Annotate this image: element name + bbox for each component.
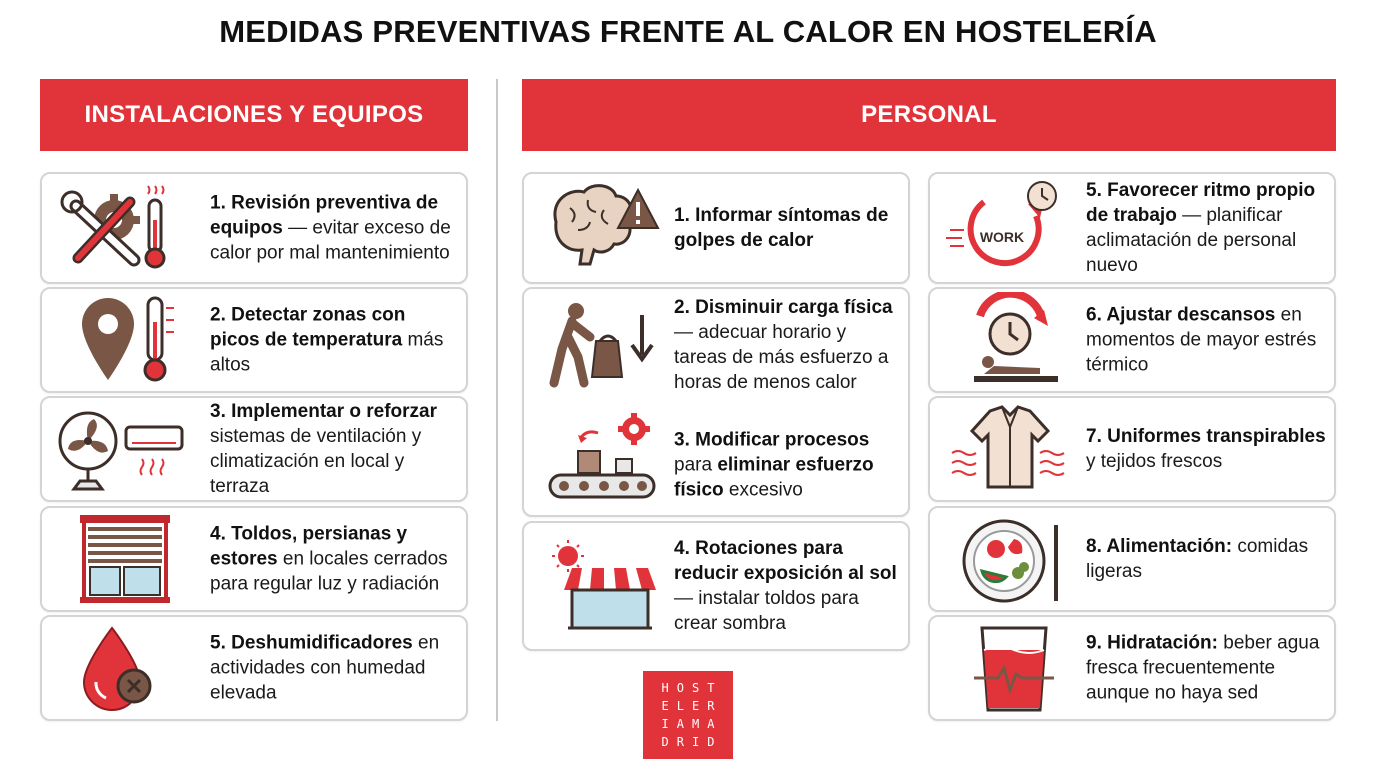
work-cycle-clock-icon [944,180,1072,276]
list-item [928,287,1336,393]
list-item [40,396,468,502]
fan-air-conditioner-icon [56,401,184,497]
list-item [928,172,1336,284]
item-title: 3. Modificar procesos [674,429,870,451]
item-text: en actividades con humedad elevada [210,632,440,704]
list-item [40,172,468,284]
section-heading-personal: PERSONAL [522,79,1336,151]
item-text: en locales cerrados para regular luz y radiación [210,548,448,595]
work-label: WORK [979,229,1025,245]
logo-line: DRID [661,734,723,749]
sun-awning-shop-icon [538,538,666,634]
item-title: 6. Ajustar descansos [1086,304,1276,326]
conveyor-belt-gear-icon [538,411,666,507]
item-title: 9. Hidratación: [1086,632,1218,654]
section-heading-installations: INSTALACIONES Y EQUIPOS [40,79,468,151]
shirt-breathable-icon [944,401,1072,497]
list-item-group [522,287,910,517]
item-title: 4. Rotaciones para reducir exposición al sol [674,538,897,584]
item-text: y tejidos frescos [1086,451,1223,472]
location-pin-thermometer-icon [56,292,184,388]
item-text: — instalar toldos para crear sombra [674,588,859,634]
item-title: 7. Uniformes transpirables [1086,426,1326,447]
item-title-2: eliminar esfuerzo físico [674,454,874,501]
water-drop-cross-icon [56,620,184,716]
item-text: más altos [210,329,444,376]
worker-lifting-load-icon [538,297,666,393]
item-title: 5. Favorecer ritmo propio de trabajo [1086,180,1316,226]
list-item [928,506,1336,612]
item-text: — evitar exceso de calor por mal mantenimiento [210,217,451,264]
wrench-gear-thermometer-icon [56,180,184,276]
column-divider [496,79,498,721]
item-title: 4. Toldos, persianas y estores [210,523,408,570]
list-item [40,287,468,393]
item-title: 1. Revisión preventiva de equipos [210,192,439,239]
item-text: comidas ligeras [1086,536,1309,582]
list-item [40,615,468,721]
water-glass-icon [944,620,1072,716]
item-text: excesivo [723,479,803,501]
item-text: — adecuar horario y tareas de más esfuerzo a horas de menos calor [674,322,889,393]
item-text: — planificar aclimatación de personal nuevo [1086,205,1297,276]
hosteleria-madrid-logo [643,671,733,759]
item-2-text [674,295,900,395]
item-title: 5. Deshumidificadores [210,632,413,654]
logo-line: ELER [661,698,723,713]
item-title: 3. Implementar o reforzar [210,401,438,422]
page-title: MEDIDAS PREVENTIVAS FRENTE AL CALOR EN HOSTELERÍA [219,14,1157,49]
item-title: 1. Informar síntomas de golpes de calor [674,205,889,251]
plate-fruit-icon [944,511,1072,607]
logo-line: HOST [661,680,723,695]
item-title: 8. Alimentación: [1086,536,1233,557]
clock-rest-icon [944,292,1072,388]
item-title: 2. Detectar zonas con picos de temperatura [210,304,406,351]
logo-line: IAMA [661,716,723,731]
item-text-mid: para [674,454,718,476]
list-item [928,615,1336,721]
window-blinds-icon [56,511,184,607]
item-text: beber agua fresca frecuentemente aunque no haya sed [1086,632,1320,704]
item-title: 2. Disminuir carga física [674,297,893,318]
list-item [40,506,468,612]
list-item [928,396,1336,502]
item-text: sistemas de ventilación y climatización en local y terraza [210,426,422,497]
list-item [522,172,910,284]
item-text: en momentos de mayor estrés térmico [1086,304,1317,376]
list-item [522,521,910,651]
brain-warning-icon [538,180,666,276]
item-3-text [674,428,900,503]
